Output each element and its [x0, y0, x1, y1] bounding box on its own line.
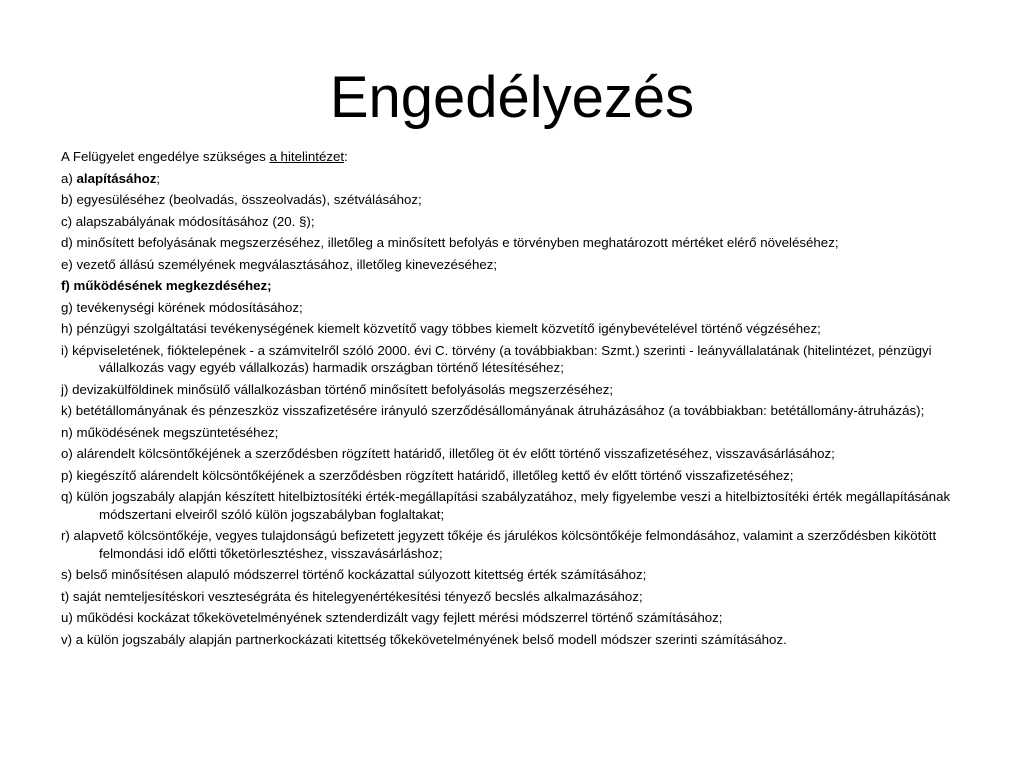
- list-item-c: c) alapszabályának módosításához (20. §);: [61, 213, 315, 229]
- item-a-bold: alapításához: [76, 170, 157, 186]
- list-item-t: t) saját nemteljesítéskori veszteségráta és hitelegyenértékesítési tényező becslés alkalmazásához;: [61, 588, 643, 604]
- list-item-j: j) devizakülföldinek minősülő vállalkozásban történő minősített befolyásolás megszerzéséhez;: [61, 381, 614, 397]
- intro-prefix: A Felügyelet engedélye szükséges: [61, 149, 270, 164]
- intro-suffix: :: [344, 149, 348, 164]
- list-item-u: u) működési kockázat tőkekövetelményének sztenderdizált vagy fejlett mérési módszerrel történő számításához;: [61, 610, 723, 625]
- slide-body: [61, 148, 966, 652]
- list-item-k: k) betétállományának és pénzeszköz visszafizetésére irányuló szerződésállományának átruházásához (a továbbiakban: betétállomány-átruházás);: [61, 403, 925, 418]
- intro-underlined: a hitelintézet: [269, 149, 345, 164]
- list-item-e: e) vezető állású személyének megválasztásához, illetőleg kinevezéséhez;: [61, 256, 498, 272]
- list-item-r: r) alapvető kölcsöntőkéje, vegyes tulajdonságú befizetett jegyzett tőkéje és járulékos kölcsöntőkéje felmondásához, valamint a szerződésben kikötött felmondási idő előtti tőketörlesztéshez, visszavásárláshoz;: [61, 528, 937, 561]
- list-item-n: n) működésének megszüntetéséhez;: [61, 424, 279, 440]
- list-item-v: v) a külön jogszabály alapján partnerkockázati kitettség tőkekövetelményének belső modell módszer szerinti számításához.: [61, 631, 787, 647]
- item-a-suffix: ;: [156, 170, 161, 186]
- list-item-p: p) kiegészítő alárendelt kölcsöntőkéjének a szerződésben rögzített határidő, illetőleg kettő év előtt történő visszafizetéséhez;: [61, 467, 794, 483]
- list-item-d: d) minősített befolyásának megszerzéséhez, illetőleg a minősített befolyás e törvényben meghatározott mértéket elérő növeléséhez;: [61, 235, 839, 250]
- intro-text: [61, 148, 966, 166]
- list-item-h: h) pénzügyi szolgáltatási tevékenységének kiemelt közvetítő vagy többes kiemelt közvetítő igénybevételével történő végzéséhez;: [61, 321, 821, 336]
- list-item-b: b) egyesüléséhez (beolvadás, összeolvadás), szétválásához;: [61, 192, 422, 207]
- list-item-s: s) belső minősítésen alapuló módszerrel történő kockázattal súlyozott kitettség érték számításához;: [61, 567, 647, 582]
- list-item-i: i) képviseletének, fióktelepének - a számvitelről szóló 2000. évi C. törvény (a továbbiakban: Szmt.) szerinti - leányvállalatának (hitelintézet, pénzügyi vállalkozás vagy egyéb vállalkozás) harmadik országban történő létesítéséhez;: [61, 342, 932, 375]
- list-item-g: g) tevékenységi körének módosításához;: [61, 299, 303, 315]
- slide-title: Engedélyezés: [329, 65, 695, 130]
- list-item-o: o) alárendelt kölcsöntőkéjének a szerződésben rögzített határidő, illetőleg öt év előtt történő visszafizetéséhez, visszavásárlásához;: [61, 446, 835, 461]
- list-item-q: q) külön jogszabály alapján készített hitelbiztosítéki érték-megállapítási szabályzatához, mely figyelembe veszi a hitelbiztosítéki érték megállapításának módszertani elveiről szóló külön jogszabályban foglaltakat;: [61, 489, 951, 522]
- list-item-f: f) működésének megkezdéséhez;: [61, 278, 272, 293]
- list-item-a: [61, 170, 966, 188]
- item-a-prefix: a): [61, 170, 77, 186]
